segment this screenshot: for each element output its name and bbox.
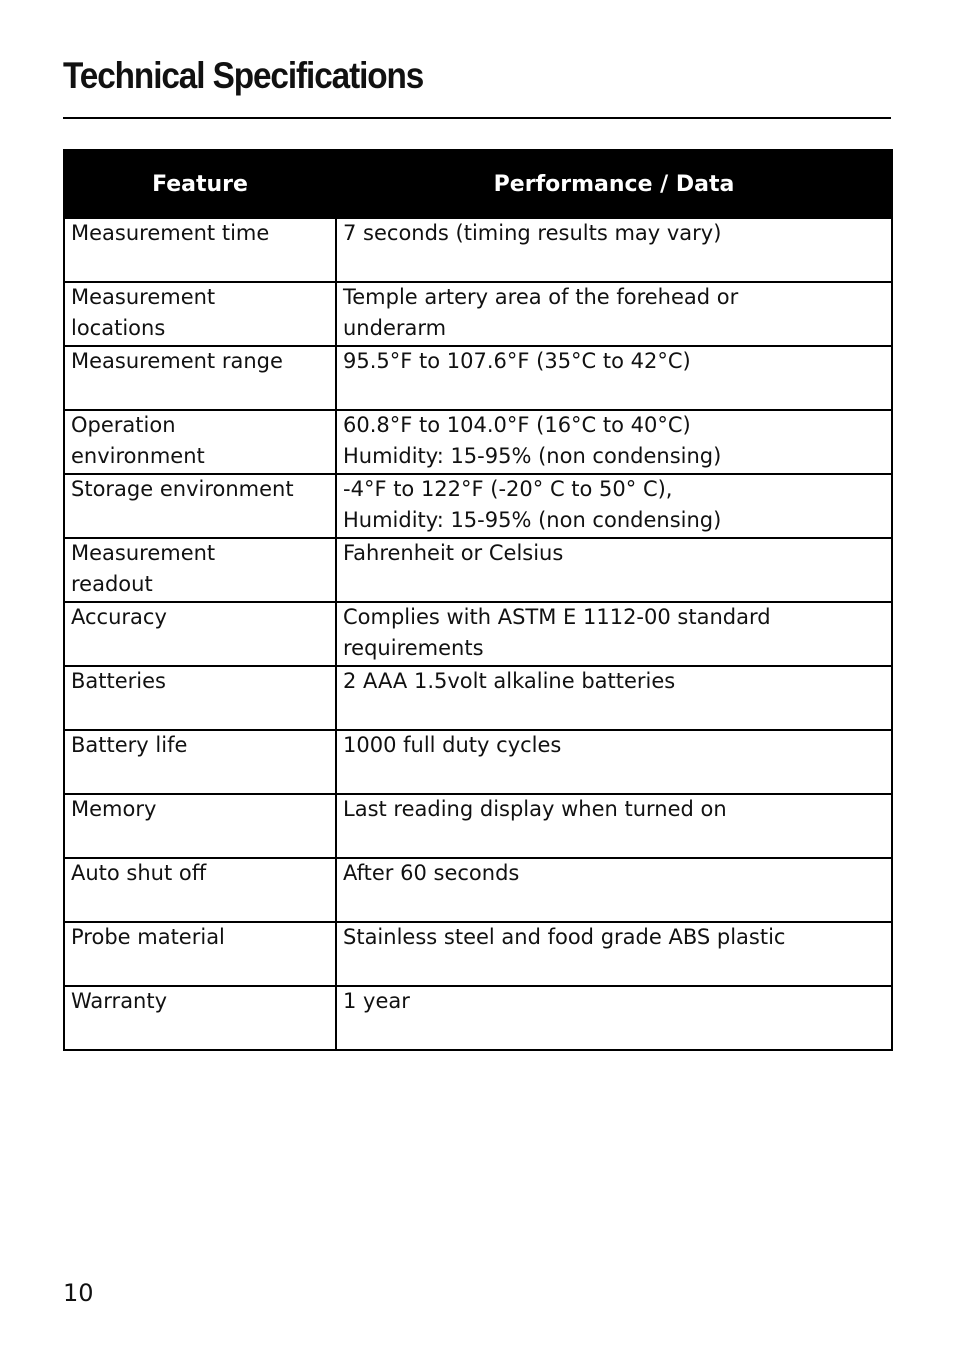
data-text: After 60 seconds: [343, 861, 520, 885]
feature-cell: [64, 218, 336, 282]
data-text: 1 year: [343, 989, 410, 1013]
data-cell: [336, 602, 892, 666]
table-row: [64, 666, 892, 730]
data-cell: [336, 282, 892, 346]
feature-text: Measurement locations: [71, 285, 216, 340]
feature-text: Warranty: [71, 989, 168, 1013]
data-text: 60.8°F to 104.0°F (16°C to 40°C) Humidity: 15-95% (non condensing): [343, 413, 722, 468]
feature-text: Battery life: [71, 733, 188, 757]
page-number: 10: [63, 1279, 94, 1307]
feature-cell: [64, 602, 336, 666]
feature-cell: [64, 922, 336, 986]
table-row: [64, 410, 892, 474]
feature-cell: [64, 410, 336, 474]
feature-text: Probe material: [71, 925, 225, 949]
data-cell: [336, 730, 892, 794]
data-text: Complies with ASTM E 1112-00 standard requirements: [343, 605, 771, 660]
feature-text: Storage environment: [71, 477, 294, 501]
feature-text: Operation environment: [71, 413, 205, 468]
feature-text: Memory: [71, 797, 157, 821]
feature-cell: [64, 474, 336, 538]
data-cell: [336, 218, 892, 282]
data-text: Stainless steel and food grade ABS plastic: [343, 925, 786, 949]
feature-text: Measurement readout: [71, 541, 216, 596]
data-text: Fahrenheit or Celsius: [343, 541, 564, 565]
data-text: 2 AAA 1.5volt alkaline batteries: [343, 669, 676, 693]
table-row: [64, 794, 892, 858]
data-text: 7 seconds (timing results may vary): [343, 221, 722, 245]
table-row: [64, 602, 892, 666]
page-title: Technical Specifications: [63, 55, 424, 96]
table-row: [64, 538, 892, 602]
table-row: [64, 730, 892, 794]
data-cell: [336, 986, 892, 1050]
feature-text: Measurement time: [71, 221, 270, 245]
data-cell: [336, 346, 892, 410]
table-row: [64, 218, 892, 282]
feature-cell: [64, 730, 336, 794]
feature-cell: [64, 346, 336, 410]
table-row: [64, 986, 892, 1050]
feature-text: Auto shut off: [71, 861, 207, 885]
data-text: 95.5°F to 107.6°F (35°C to 42°C): [343, 349, 691, 373]
feature-cell: [64, 538, 336, 602]
data-cell: [336, 858, 892, 922]
feature-cell: [64, 794, 336, 858]
data-cell: [336, 474, 892, 538]
feature-cell: [64, 858, 336, 922]
feature-cell: [64, 282, 336, 346]
table-row: [64, 346, 892, 410]
column-header-feature: Feature: [64, 150, 336, 218]
table-row: [64, 282, 892, 346]
table-row: [64, 858, 892, 922]
feature-cell: [64, 986, 336, 1050]
data-cell: [336, 794, 892, 858]
table-row: [64, 474, 892, 538]
data-text: -4°F to 122°F (-20° C to 50° C), Humidity: 15-95% (non condensing): [343, 477, 722, 532]
data-cell: [336, 922, 892, 986]
feature-text: Batteries: [71, 669, 166, 693]
table-body: [64, 218, 892, 1050]
data-text: Temple artery area of the forehead or underarm: [343, 285, 739, 340]
table-header-row: [64, 150, 892, 218]
data-cell: [336, 538, 892, 602]
feature-cell: [64, 666, 336, 730]
data-cell: [336, 410, 892, 474]
feature-text: Accuracy: [71, 605, 167, 629]
table-row: [64, 922, 892, 986]
data-text: Last reading display when turned on: [343, 797, 727, 821]
specifications-table: [63, 149, 893, 1051]
data-text: 1000 full duty cycles: [343, 733, 562, 757]
data-cell: [336, 666, 892, 730]
feature-text: Measurement range: [71, 349, 283, 373]
title-divider: [63, 117, 891, 119]
column-header-performance: Performance / Data: [336, 150, 892, 218]
